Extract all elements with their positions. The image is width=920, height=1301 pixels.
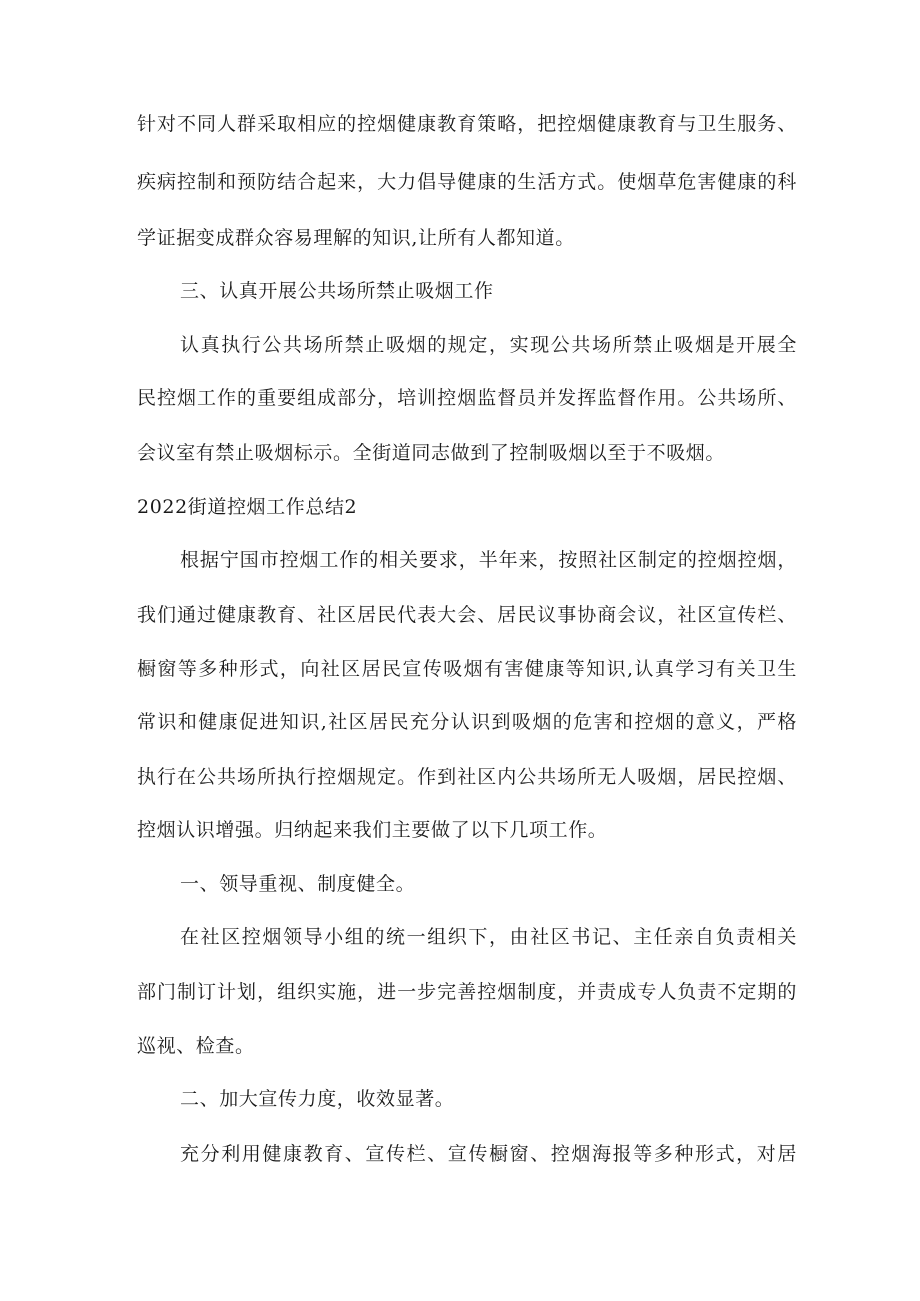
- section-heading: 三、认真开展公共场所禁止吸烟工作: [180, 280, 494, 302]
- paragraph-line: 橱窗等多种形式，向社区居民宣传吸烟有害健康等知识,认真学习有关卫生: [137, 658, 797, 680]
- section-heading: 一、领导重视、制度健全。: [180, 873, 416, 895]
- section-heading: 二、加大宣传力度，收效显著。: [180, 1088, 455, 1110]
- document-section-title: 2022街道控烟工作总结2: [137, 496, 358, 518]
- paragraph-line: 常识和健康促进知识,社区居民充分认识到吸烟的危害和控烟的意义，严格: [137, 711, 797, 733]
- paragraph-line: 在社区控烟领导小组的统一组织下，由社区书记、主任亲自负责相关: [180, 926, 797, 948]
- paragraph-line: 充分利用健康教育、宣传栏、宣传橱窗、控烟海报等多种形式，对居: [180, 1143, 797, 1165]
- paragraph-line: 巡视、检查。: [137, 1035, 255, 1057]
- paragraph-line: 控烟认识增强。归纳起来我们主要做了以下几项工作。: [137, 819, 608, 841]
- paragraph-line: 我们通过健康教育、社区居民代表大会、居民议事协商会议，社区宣传栏、: [137, 604, 797, 626]
- paragraph-line: 认真执行公共场所禁止吸烟的规定，实现公共场所禁止吸烟是开展全: [180, 334, 797, 356]
- paragraph-line: 部门制订计划，组织实施，进一步完善控烟制度，并责成专人负责不定期的: [137, 981, 797, 1003]
- paragraph-line: 根据宁国市控烟工作的相关要求，半年来，按照社区制定的控烟控烟，: [180, 549, 797, 571]
- paragraph-line: 会议室有禁止吸烟标示。全街道同志做到了控制吸烟以至于不吸烟。: [137, 442, 726, 464]
- paragraph-line: 针对不同人群采取相应的控烟健康教育策略，把控烟健康教育与卫生服务、: [137, 113, 797, 135]
- paragraph-line: 疾病控制和预防结合起来，大力倡导健康的生活方式。使烟草危害健康的科: [137, 171, 797, 193]
- paragraph-line: 民控烟工作的重要组成部分，培训控烟监督员并发挥监督作用。公共场所、: [137, 387, 797, 409]
- paragraph-line: 学证据变成群众容易理解的知识,让所有人都知道。: [137, 227, 575, 249]
- paragraph-line: 执行在公共场所执行控烟规定。作到社区内公共场所无人吸烟，居民控烟、: [137, 766, 797, 788]
